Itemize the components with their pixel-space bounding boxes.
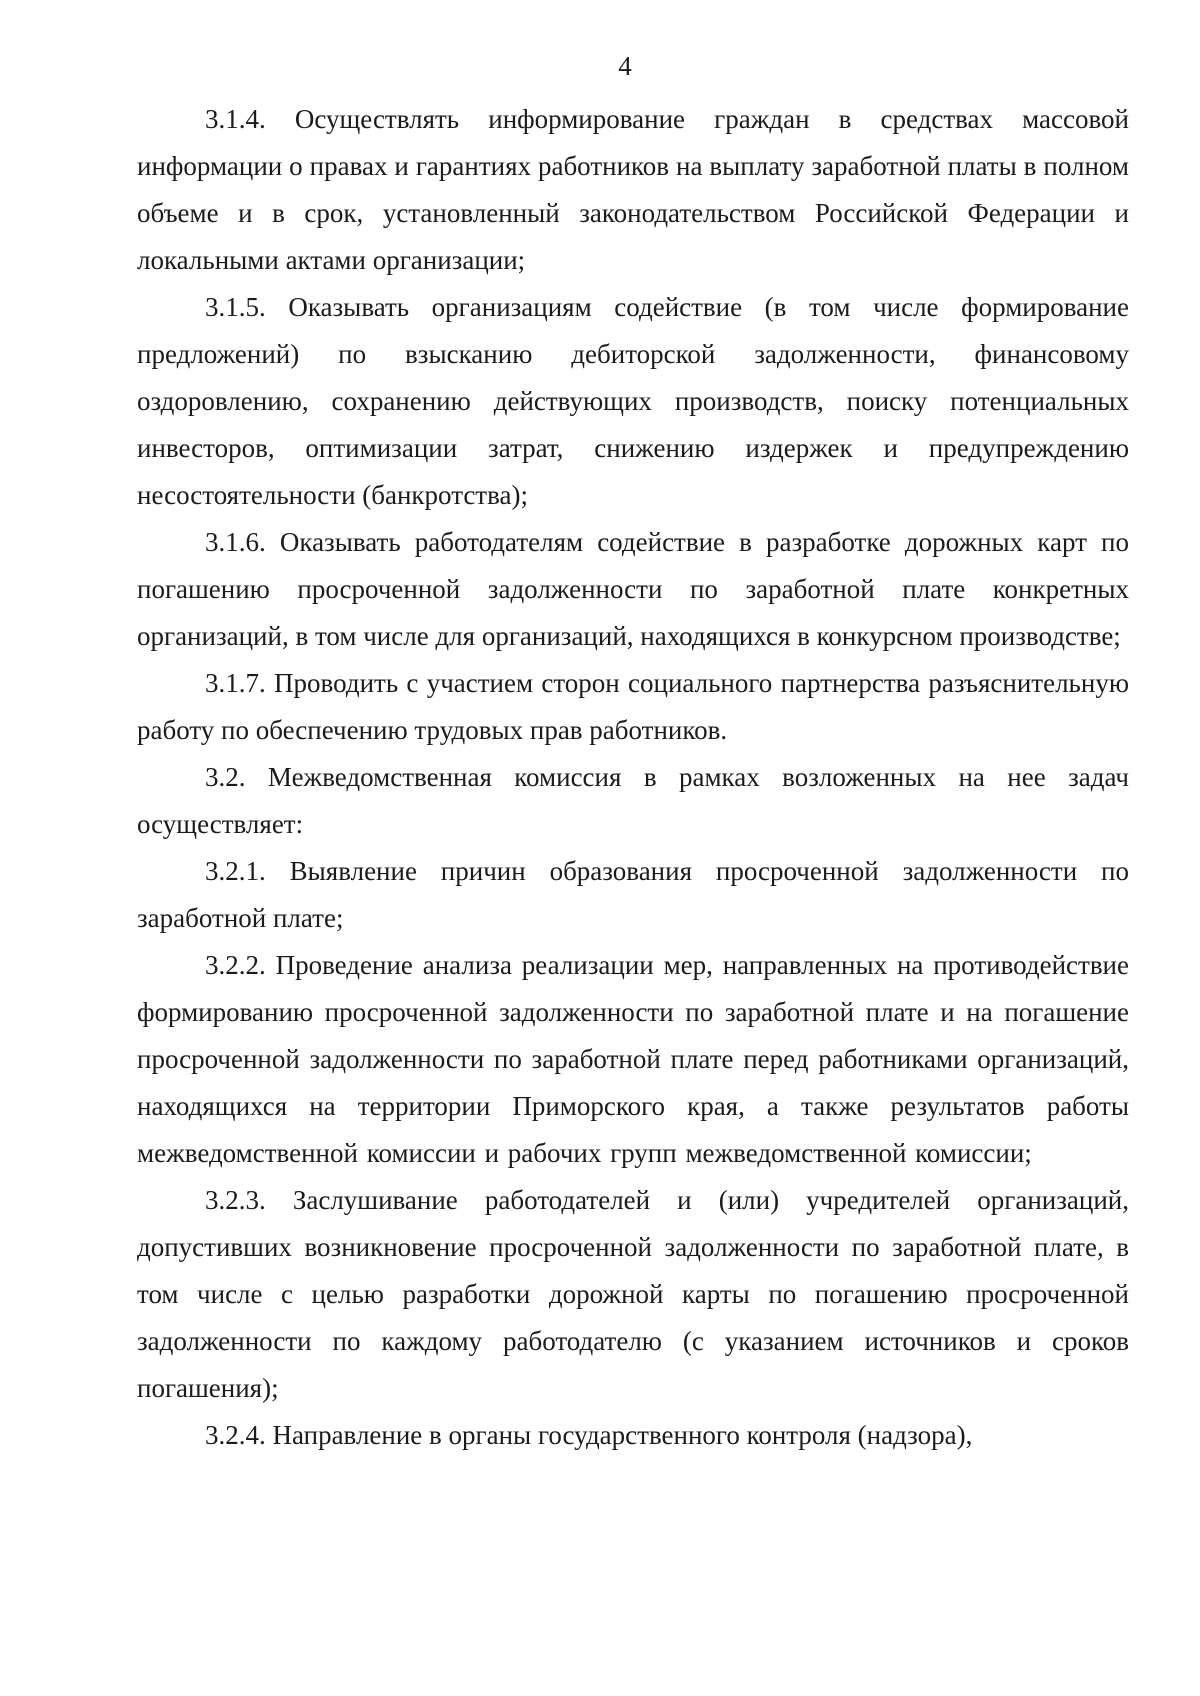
page-number: 4 xyxy=(618,51,632,81)
paragraph-3-1-5: 3.1.5. Оказывать организациям содействие (в том числе формирование предложений) по взысканию дебиторской задолженности, финансовому оздоровлению, сохранению действующих производств, поиску потенциальных инвесторов, оптимизации затрат, снижению издержек и предупреждению несостоятельности (банкротства); xyxy=(137,292,1129,510)
paragraph-3-1-7: 3.1.7. Проводить с участием сторон социального партнерства разъяснительную работу по обеспечению трудовых прав работников. xyxy=(137,668,1129,745)
document-body xyxy=(137,96,1129,1459)
paragraph-3-2-2: 3.2.2. Проведение анализа реализации мер, направленных на противодействие формированию просроченной задолженности по заработной плате и на погашение просроченной задолженности по заработной плате перед работниками организаций, находящихся на территории Приморского края, а также результатов работы межведомственной комиссии и рабочих групп межведомственной комиссии; xyxy=(137,950,1129,1168)
paragraph-3-2: 3.2. Межведомственная комиссия в рамках возложенных на нее задач осуществляет: xyxy=(137,762,1129,839)
paragraph-3-2-3: 3.2.3. Заслушивание работодателей и (или) учредителей организаций, допустивших возникновение просроченной задолженности по заработной плате, в том числе с целью разработки дорожной карты по погашению просроченной задолженности по каждому работодателю (с указанием источников и сроков погашения); xyxy=(137,1185,1129,1403)
paragraph-3-1-4: 3.1.4. Осуществлять информирование граждан в средствах массовой информации о правах и гарантиях работников на выплату заработной платы в полном объеме и в срок, установленный законодательством Российской Федерации и локальными актами организации; xyxy=(137,104,1129,275)
paragraph-3-1-6: 3.1.6. Оказывать работодателям содействие в разработке дорожных карт по погашению просроченной задолженности по заработной плате конкретных организаций, в том числе для организаций, находящихся в конкурсном производстве; xyxy=(137,527,1129,651)
paragraph-3-2-1: 3.2.1. Выявление причин образования просроченной задолженности по заработной плате; xyxy=(137,856,1129,933)
paragraph-3-2-4: 3.2.4. Направление в органы государственного контроля (надзора), xyxy=(205,1420,973,1450)
